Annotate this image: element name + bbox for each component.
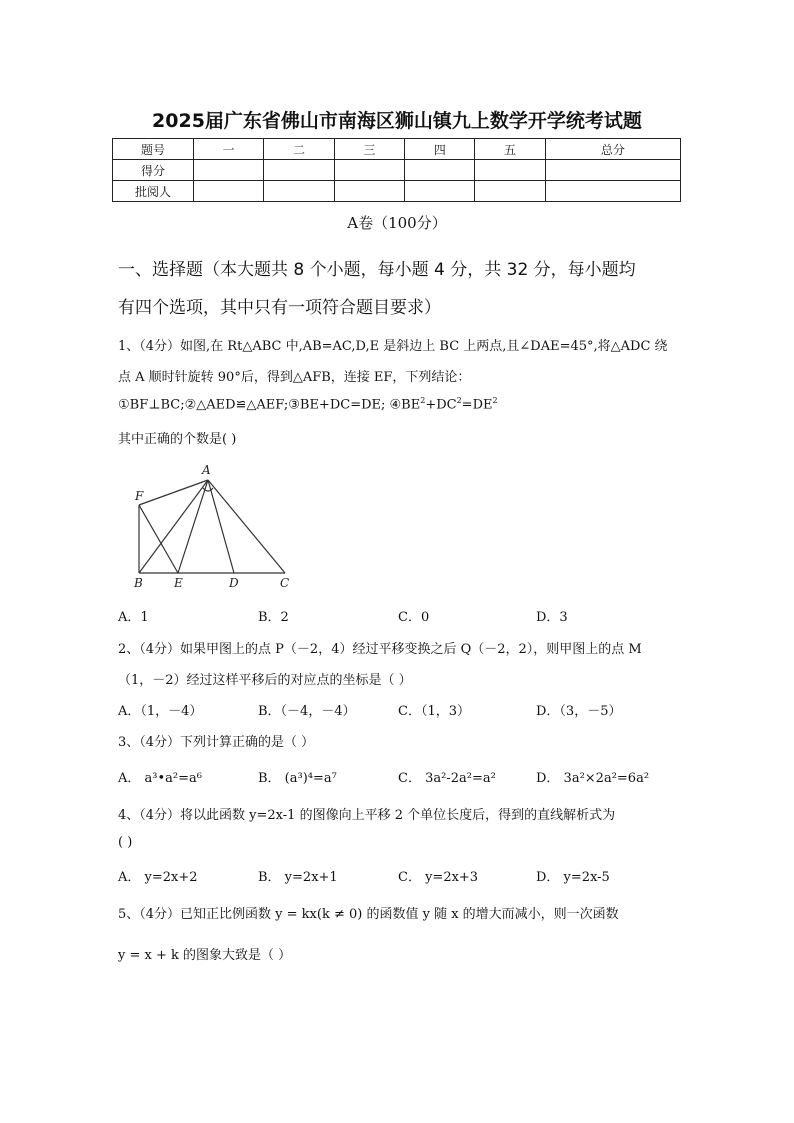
segment-ad — [208, 480, 234, 573]
q5-line1: 5、（4分）已知正比例函数 y = kx(k ≠ 0) 的函数值 y 随 x 的增大而减小，则一次函数 — [118, 907, 619, 922]
q1-triangle-figure — [130, 460, 300, 590]
score-row-label: 得分 — [113, 160, 194, 181]
score-header-cell: 总分 — [545, 139, 680, 160]
score-header-cell: 题号 — [113, 139, 194, 160]
label-d: D — [229, 576, 239, 590]
q1-line3-text: ①BF⊥BC;②△AED≌△AEF;③BE+DC=DE; ④BE — [118, 397, 421, 413]
score-cell — [264, 181, 334, 202]
segment-ab — [139, 480, 208, 573]
q1-line3-mid2: =DE — [461, 397, 493, 413]
q3-option-a: A． a³•a²=a⁶ — [118, 771, 202, 786]
q2-line1: 2、（4分）如果甲图上的点 P（－2，4）经过平移变换之后 Q（－2，2），则甲图上的点 M — [118, 642, 642, 657]
q4-line1: 4、（4分）将以此函数 y=2x-1 的图像向上平移 2 个单位长度后，得到的直线解析式为 — [118, 808, 616, 823]
label-c: C — [280, 576, 290, 590]
q2-option-c: C．（1，3） — [398, 704, 470, 719]
q1-line1: 1、（4分）如图,在 Rt△ABC 中,AB=AC,D,E 是斜边上 BC 上两点,且∠DAE=45°,将△ADC 绕 — [118, 339, 668, 354]
q1-sup: 2 — [420, 396, 426, 405]
score-table-row — [113, 181, 681, 202]
section-a-heading: A卷（100分） — [347, 214, 447, 232]
q3-option-d: D． 3a²×2a²=6a² — [536, 771, 650, 786]
score-cell — [334, 160, 404, 181]
score-cell — [194, 160, 264, 181]
label-f: F — [135, 489, 144, 503]
score-cell — [194, 181, 264, 202]
score-header-cell: 二 — [264, 139, 334, 160]
score-header-cell: 五 — [475, 139, 545, 160]
score-header-cell: 一 — [194, 139, 264, 160]
q2-option-a: A．（1，－4） — [118, 704, 203, 719]
q1-line3-mid1: +DC — [425, 397, 457, 413]
q1-option-a: A．1 — [118, 610, 149, 625]
q4-option-a: A． y=2x+2 — [118, 870, 198, 885]
part1-heading-line2: 有四个选项，其中只有一项符合题目要求） — [118, 298, 441, 318]
score-cell — [405, 160, 475, 181]
q1-sup: 2 — [456, 396, 462, 405]
score-cell — [405, 181, 475, 202]
score-header-cell: 三 — [334, 139, 404, 160]
q2-option-d: D．（3，－5） — [536, 704, 622, 719]
q4-option-b: B． y=2x+1 — [258, 870, 338, 885]
q1-option-b: B．2 — [258, 610, 289, 625]
score-header-cell: 四 — [405, 139, 475, 160]
score-cell — [264, 160, 334, 181]
q4-option-c: C． y=2x+3 — [398, 870, 479, 885]
q1-sup: 2 — [492, 396, 498, 405]
part1-heading-line1: 一、选择题（本大题共 8 个小题，每小题 4 分，共 32 分，每小题均 — [118, 260, 636, 280]
q1-option-d: D．3 — [536, 610, 568, 625]
q4-option-d: D． y=2x-5 — [536, 870, 610, 885]
score-table-header-row — [113, 139, 681, 160]
score-cell — [545, 160, 680, 181]
segment-ae — [178, 480, 208, 573]
q1-line2: 点 A 顺时针旋转 90°后，得到△AFB，连接 EF，下列结论： — [118, 370, 471, 385]
exam-title: 2025届广东省佛山市南海区狮山镇九上数学开学统考试题 — [152, 110, 642, 132]
segment-ac — [208, 480, 285, 573]
q4-line2: ( ) — [118, 835, 133, 850]
q1-line4: 其中正确的个数是( ) — [118, 432, 237, 447]
score-cell — [545, 181, 680, 202]
q3-line1: 3、（4分）下列计算正确的是（ ） — [118, 735, 315, 750]
label-e: E — [174, 576, 183, 590]
q1-line3 — [118, 396, 498, 412]
q1-option-c: C．0 — [398, 610, 430, 625]
q2-line2: （1，－2）经过这样平移后的对应点的坐标是（ ） — [118, 673, 412, 688]
label-a: A — [202, 463, 211, 477]
q5-line2: y = x + k 的图象大致是（ ） — [118, 948, 292, 963]
label-b: B — [134, 576, 143, 590]
score-cell — [334, 181, 404, 202]
q3-option-c: C． 3a²-2a²=a² — [398, 771, 496, 786]
score-cell — [475, 160, 545, 181]
score-cell — [475, 181, 545, 202]
score-table — [112, 138, 681, 202]
score-row-label: 批阅人 — [113, 181, 194, 202]
segment-fe — [139, 505, 178, 573]
q3-option-b: B． (a³)⁴=a⁷ — [258, 771, 337, 786]
q2-option-b: B．（－4，－4） — [258, 704, 356, 719]
segment-fa — [139, 480, 208, 505]
score-table-row — [113, 160, 681, 181]
